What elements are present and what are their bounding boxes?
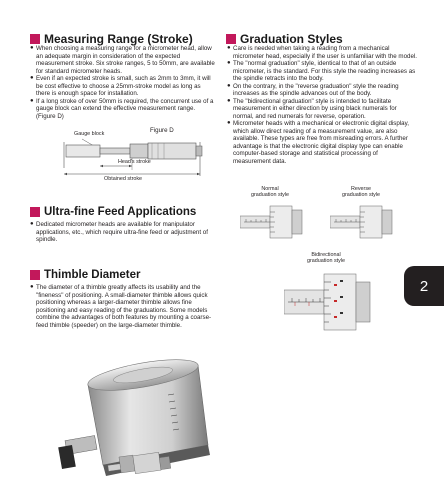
list-item: ● The "normal graduation" style, identical to that of an outside micrometer, is the standard. For this style the reading increases as the spindle retracts into the body. bbox=[227, 60, 417, 83]
list-item: ● Care is needed when taking a reading from a mechanical micrometer head, especially if the user is unfamiliar with the model. bbox=[227, 45, 417, 60]
list-item: ● If a long stroke of over 50mm is required, the concurrent use of a gauge block can extend the effective measurement range. (Figure D) bbox=[30, 98, 215, 121]
list-item: ● The diameter of a thimble greatly affects its usability and the "fineness" of positioning. A small-diameter thimble allows quick positioning whereas a larger-diameter thimble allows fine positioning and easy reading of the graduations. Some models combine the advantages of both features by mounting a coarse-feed thimble (speeder) on the large-diameter thimble. bbox=[30, 284, 215, 329]
label-line: Bidirectional bbox=[311, 252, 341, 258]
graduation-styles-list bbox=[227, 45, 417, 165]
label-line: graduation style bbox=[341, 192, 381, 198]
heading-marker-icon bbox=[30, 34, 40, 44]
list-item: ● Micrometer heads with a mechanical or electronic digital display, which allow direct reading of a measurement value, are also available. These types are free from misreading errors. A further advantage is that the electronic digital display type can enable computer-based storage and statistical processing of measurement data. bbox=[227, 120, 417, 165]
list-item: ● Dedicated micrometer heads are available for manipulator applications, etc., which require ultra-fine feed or adjustment of spindle. bbox=[30, 221, 215, 244]
thimble-list bbox=[30, 284, 215, 329]
list-item: ● When choosing a measuring range for a micrometer head, allow an adequate margin in consideration of the expected measurement stroke. Six stroke ranges, 5 to 50mm, are available for standard micrometer heads. bbox=[30, 45, 215, 75]
gauge-block-label: Gauge block bbox=[74, 131, 105, 137]
label-line: Normal bbox=[261, 186, 279, 192]
heading-marker-icon bbox=[226, 34, 236, 44]
label-line: graduation style bbox=[306, 258, 346, 264]
label-line: graduation style bbox=[250, 192, 290, 198]
thimble-title: Thimble Diameter bbox=[44, 269, 141, 281]
bidirectional-graduation-label bbox=[296, 252, 356, 264]
page-number: 2 bbox=[419, 277, 429, 295]
figure-d-title: Figure D bbox=[150, 127, 174, 134]
heads-stroke-label: Head's stroke bbox=[118, 159, 151, 165]
label-line: Reverse bbox=[350, 186, 372, 192]
reverse-graduation-label bbox=[336, 186, 386, 198]
ultra-fine-heading bbox=[30, 206, 196, 218]
graduation-styles-title: Graduation Styles bbox=[240, 32, 343, 46]
list-item: ● The "bidirectional graduation" style is intended to facilitate measurement in either direction by using black numerals for normal, and red numerals for reverse, operation. bbox=[227, 98, 417, 121]
heading-marker-icon bbox=[30, 207, 40, 217]
bidirectional-graduation-illustration bbox=[284, 268, 374, 338]
reverse-graduation-illustration bbox=[330, 202, 395, 242]
obtained-stroke-label: Obtained stroke bbox=[104, 176, 143, 182]
normal-graduation-illustration bbox=[240, 202, 305, 242]
normal-graduation-label bbox=[245, 186, 295, 198]
measuring-range-list bbox=[30, 45, 215, 120]
list-item: ● On the contrary, in the "reverse graduation" style the reading increases as the spindle advances out of the body. bbox=[227, 83, 417, 98]
ultra-fine-title: Ultra-fine Feed Applications bbox=[44, 206, 197, 218]
measuring-range-heading bbox=[30, 32, 193, 46]
micrometer-head-photo bbox=[48, 350, 248, 490]
measuring-range-title: Measuring Range (Stroke) bbox=[44, 32, 193, 46]
page-number-tab bbox=[404, 266, 444, 306]
list-item: ● Even if an expected stroke is small, such as 2mm to 3mm, it will be cost effective to choose a 25mm-stroke model as long as there is enough space for installation. bbox=[30, 75, 215, 98]
ultra-fine-list bbox=[30, 221, 215, 244]
thimble-heading bbox=[30, 269, 141, 281]
graduation-styles-heading bbox=[226, 32, 343, 46]
heading-marker-icon bbox=[30, 270, 40, 280]
